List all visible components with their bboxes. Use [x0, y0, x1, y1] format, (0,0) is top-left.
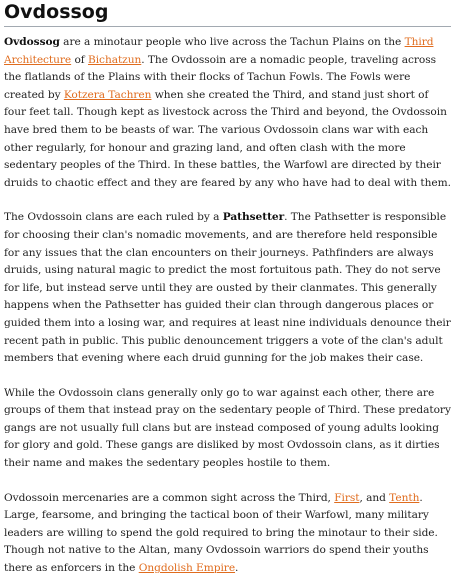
page-title: Ovdossog — [4, 0, 451, 27]
paragraph-text: , and — [359, 491, 390, 504]
link-first[interactable]: First — [334, 491, 360, 504]
paragraph-intro — [4, 34, 451, 192]
paragraph-predatory-gangs — [4, 385, 451, 473]
paragraph-mercenaries — [4, 490, 451, 578]
paragraph-text: . The Ovdossoin are a nomadic people, traveling across the flatlands of the Plains with their flocks of Tachun Fowls. The Fowls were created by — [4, 53, 437, 101]
link-ongdolish-empire[interactable]: Ongdolish Empire — [138, 562, 236, 575]
link-third-architecture[interactable]: Third Architecture — [4, 36, 434, 66]
paragraph-pathsetter — [4, 209, 451, 367]
paragraph-text: of — [71, 53, 88, 66]
article — [4, 0, 451, 578]
paragraph-text: are a minotaur people who live across the Tachun Plains on the — [59, 36, 405, 48]
link-kotzera-tachren[interactable]: Kotzera Tachren — [63, 88, 152, 101]
paragraph-text: . — [235, 562, 239, 575]
paragraph-text: Ovdossoin mercenaries are a common sight across the Third, — [4, 491, 335, 504]
paragraph-text: While the Ovdossoin clans generally only go to war against each other, there are groups of them that instead pray on the sedentary people of Third. These predatory gangs are not usually full clans but are instead composed of young adults looking for glory and gold. These gangs are disliked by most Ovdossoin clans, as it dirties their name and makes the sedentary peoples hostile to them. — [4, 386, 451, 470]
bold-term-ovdossog: Ovdossog — [4, 36, 60, 48]
link-tenth[interactable]: Tenth — [389, 491, 420, 504]
paragraph-text: when she created the Third, and stand just short of four feet tall. Though kept as livestock across the Third and beyond, the Ovdossoin have bred them to be beasts of war. The various Ovdossoin clans war with each other regularly, for honour and grazing land, and often clash with the more sedentary peoples of the Third. In these battles, the Warfowl are directed by their druids to chaotic effect and they are feared by any who have had to deal with them. — [4, 88, 451, 189]
paragraph-text: . Large, fearsome, and bringing the tactical boon of their Warfowl, many military leaders are willing to spend the gold required to bring the minotaur to their side. Though not native to the Altan, many Ovdossoin warriors do spend their youths there as enforcers in the — [4, 491, 438, 575]
link-bichatzun[interactable]: Bichatzun — [87, 53, 142, 66]
bold-term-pathsetter: Pathsetter — [222, 211, 285, 224]
paragraph-text: The Ovdossoin clans are each ruled by a — [4, 211, 223, 224]
paragraph-text: . The Pathsetter is responsible for choosing their clan's nomadic movements, and are therefore held responsible for any issues that the clan encounters on their journeys. Pathfinders are always druids, using natural magic to predict the most fortuitous path. They do not serve for life, but instead serve until they are ousted by their clanmates. This generally happens when the Pathsetter has guided their clan through dangerous places or guided them into a losing war, and requires at least nine individuals denounce their recent path in public. This public denouncement triggers a vote of the clan's adult members that evening where each druid gunning for the job makes their case. — [4, 211, 451, 365]
